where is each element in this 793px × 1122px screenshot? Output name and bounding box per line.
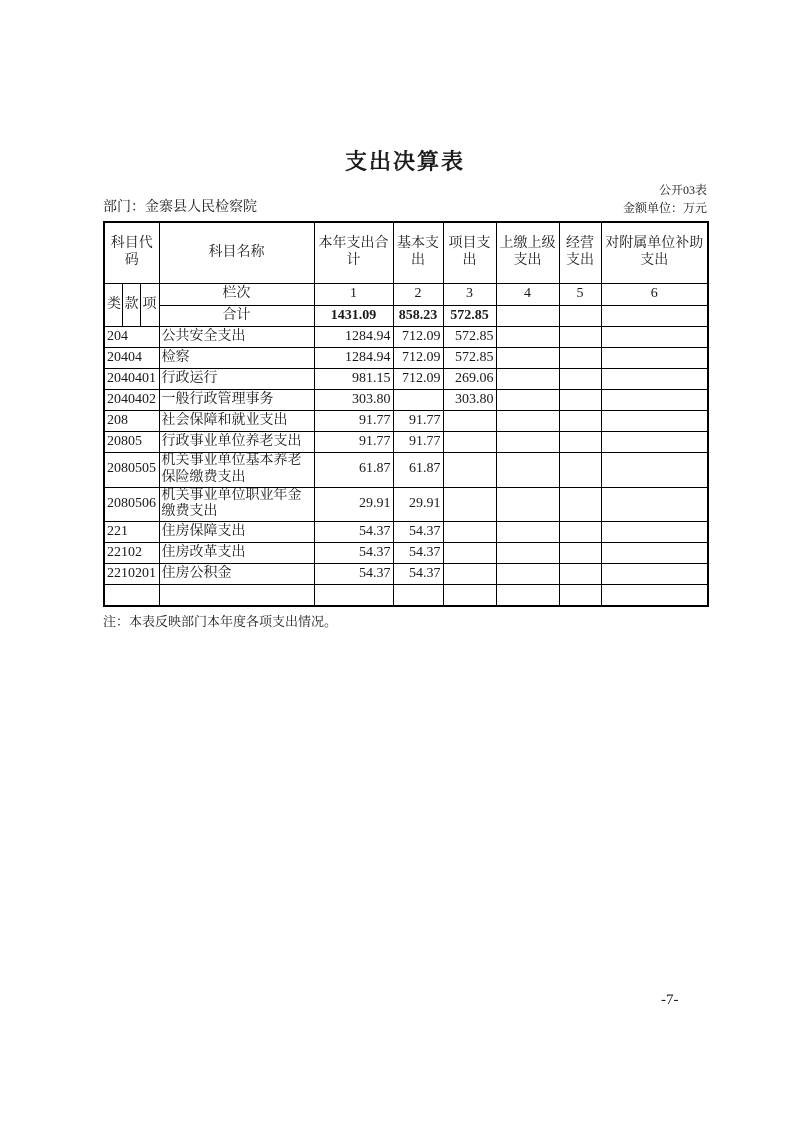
table-row — [104, 487, 708, 522]
cell-value — [601, 585, 708, 607]
cell-value: 91.77 — [314, 411, 393, 432]
table-row — [104, 543, 708, 564]
cell-value — [443, 432, 496, 453]
table-row-empty — [104, 585, 708, 607]
cell-name: 机关事业单位基本养老保险缴费支出 — [159, 453, 314, 488]
cell-value — [496, 564, 559, 585]
cell-name: 社会保障和就业支出 — [159, 411, 314, 432]
cell-value — [443, 487, 496, 522]
cell-value — [496, 369, 559, 390]
cell-value — [559, 432, 601, 453]
cell-name: 住房保障支出 — [159, 522, 314, 543]
cell-value: 712.09 — [393, 348, 443, 369]
cell-value — [559, 585, 601, 607]
cell-value: 712.09 — [393, 327, 443, 348]
cell-value — [496, 411, 559, 432]
code-sub-item: 项 — [140, 284, 159, 327]
header-subject-code: 科目代码 — [104, 222, 159, 284]
department-label: 部门：金寨县人民检察院 — [103, 200, 257, 215]
cell-value: 54.37 — [393, 564, 443, 585]
table-row — [104, 522, 708, 543]
cell-code: 221 — [104, 522, 159, 543]
cell-value — [601, 522, 708, 543]
cell-value: 54.37 — [314, 522, 393, 543]
cell-value: 54.37 — [314, 564, 393, 585]
total-value: 858.23 — [393, 306, 443, 327]
total-value — [559, 306, 601, 327]
cell-value: 303.80 — [443, 390, 496, 411]
cell-value: 981.15 — [314, 369, 393, 390]
table-row — [104, 432, 708, 453]
column-index-row — [104, 284, 708, 306]
cell-value: 54.37 — [393, 522, 443, 543]
cell-value — [443, 585, 496, 607]
cell-code — [104, 585, 159, 607]
cell-name: 机关事业单位职业年金缴费支出 — [159, 487, 314, 522]
cell-code: 204 — [104, 327, 159, 348]
cell-code: 2210201 — [104, 564, 159, 585]
expenditure-table — [103, 221, 709, 607]
cell-value: 61.87 — [314, 453, 393, 488]
lanci-5: 5 — [559, 284, 601, 306]
cell-value — [496, 585, 559, 607]
cell-code: 2080506 — [104, 487, 159, 522]
cell-value: 54.37 — [393, 543, 443, 564]
cell-value — [443, 543, 496, 564]
lanci-6: 6 — [601, 284, 708, 306]
cell-value — [559, 411, 601, 432]
cell-value — [601, 564, 708, 585]
total-value — [496, 306, 559, 327]
table-row — [104, 564, 708, 585]
cell-value: 29.91 — [314, 487, 393, 522]
page-title: 支出决算表 — [344, 149, 465, 174]
cell-value — [496, 327, 559, 348]
header-subject-name: 科目名称 — [159, 222, 314, 284]
cell-value — [559, 453, 601, 488]
cell-value: 54.37 — [314, 543, 393, 564]
cell-name: 行政运行 — [159, 369, 314, 390]
cell-value — [559, 522, 601, 543]
meta-row — [103, 199, 707, 216]
cell-value: 303.80 — [314, 390, 393, 411]
cell-value — [443, 453, 496, 488]
lanci-2: 2 — [393, 284, 443, 306]
cell-value — [443, 564, 496, 585]
total-label: 合计 — [159, 306, 314, 327]
cell-code: 208 — [104, 411, 159, 432]
cell-value — [443, 411, 496, 432]
table-row — [104, 348, 708, 369]
table-row — [104, 327, 708, 348]
cell-name: 检察 — [159, 348, 314, 369]
header-col-operating: 经营支出 — [559, 222, 601, 284]
cell-value: 572.85 — [443, 348, 496, 369]
form-code: 公开03表 — [658, 183, 707, 197]
cell-value — [393, 585, 443, 607]
cell-value — [496, 390, 559, 411]
table-row — [104, 411, 708, 432]
cell-value — [601, 487, 708, 522]
cell-value — [559, 348, 601, 369]
table-header-row — [104, 222, 708, 284]
table-row — [104, 453, 708, 488]
page-content — [103, 150, 707, 630]
cell-value — [559, 327, 601, 348]
cell-code: 20805 — [104, 432, 159, 453]
lanci-1: 1 — [314, 284, 393, 306]
cell-value: 91.77 — [314, 432, 393, 453]
cell-code: 2080505 — [104, 453, 159, 488]
cell-name: 住房改革支出 — [159, 543, 314, 564]
footnote: 注：本表反映部门本年度各项支出情况。 — [103, 614, 338, 630]
header-col-total: 本年支出合计 — [314, 222, 393, 284]
cell-value: 91.77 — [393, 432, 443, 453]
cell-value: 1284.94 — [314, 327, 393, 348]
cell-value — [601, 411, 708, 432]
total-value: 1431.09 — [314, 306, 393, 327]
header-col-subsidy: 对附属单位补助支出 — [601, 222, 708, 284]
cell-value — [601, 369, 708, 390]
cell-code: 2040402 — [104, 390, 159, 411]
lanci-3: 3 — [443, 284, 496, 306]
cell-value: 61.87 — [393, 453, 443, 488]
page-number: -7- — [661, 992, 679, 1008]
cell-name: 公共安全支出 — [159, 327, 314, 348]
cell-value — [559, 369, 601, 390]
table-row — [104, 369, 708, 390]
header-col-project: 项目支出 — [443, 222, 496, 284]
cell-value — [314, 585, 393, 607]
cell-name — [159, 585, 314, 607]
cell-value: 269.06 — [443, 369, 496, 390]
cell-value — [559, 543, 601, 564]
lanci-label: 栏次 — [159, 284, 314, 306]
cell-value — [601, 348, 708, 369]
cell-value — [601, 390, 708, 411]
cell-value — [443, 522, 496, 543]
cell-value: 1284.94 — [314, 348, 393, 369]
cell-value: 712.09 — [393, 369, 443, 390]
cell-value — [559, 564, 601, 585]
cell-value — [601, 543, 708, 564]
cell-value — [393, 390, 443, 411]
cell-value — [601, 327, 708, 348]
lanci-4: 4 — [496, 284, 559, 306]
table-row — [104, 390, 708, 411]
header-col-basic: 基本支出 — [393, 222, 443, 284]
header-col-upturn: 上缴上级支出 — [496, 222, 559, 284]
cell-value — [559, 390, 601, 411]
cell-value: 29.91 — [393, 487, 443, 522]
cell-value: 91.77 — [393, 411, 443, 432]
total-value — [601, 306, 708, 327]
cell-value — [496, 543, 559, 564]
code-sub-section: 款 — [122, 284, 140, 327]
cell-name: 一般行政管理事务 — [159, 390, 314, 411]
cell-value — [496, 348, 559, 369]
cell-value — [496, 522, 559, 543]
cell-code: 20404 — [104, 348, 159, 369]
cell-code: 2040401 — [104, 369, 159, 390]
code-sub-class: 类 — [104, 284, 122, 327]
cell-name: 住房公积金 — [159, 564, 314, 585]
total-row — [104, 306, 708, 327]
cell-value — [559, 487, 601, 522]
cell-name: 行政事业单位养老支出 — [159, 432, 314, 453]
cell-value: 572.85 — [443, 327, 496, 348]
total-value: 572.85 — [443, 306, 496, 327]
cell-value — [496, 453, 559, 488]
unit-label: 金额单位：万元 — [622, 201, 707, 215]
cell-value — [496, 487, 559, 522]
cell-value — [496, 432, 559, 453]
cell-value — [601, 432, 708, 453]
cell-code: 22102 — [104, 543, 159, 564]
cell-value — [601, 453, 708, 488]
